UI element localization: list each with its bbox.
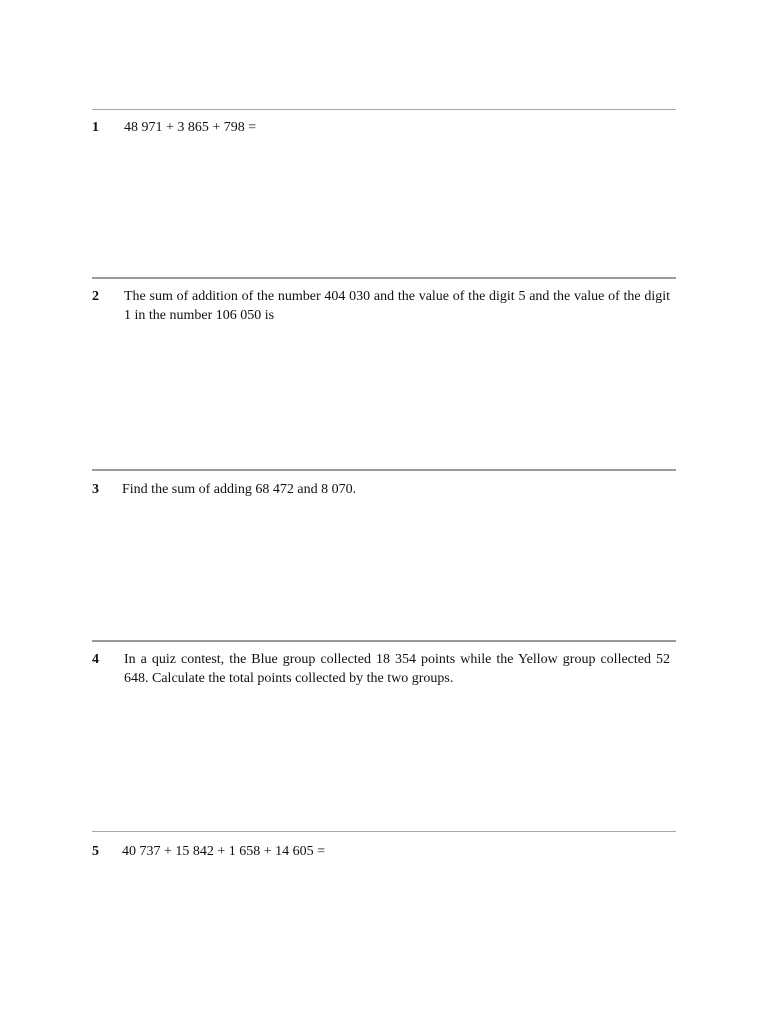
question-4-number: 4	[92, 652, 99, 667]
question-3-divider	[92, 469, 676, 471]
question-4-text: In a quiz contest, the Blue group collected 18 354 points while the Yellow group collected 52 648. Calculate the total points collected by the two groups.	[124, 652, 670, 686]
question-1-divider	[92, 109, 676, 110]
question-1-text: 48 971 + 3 865 + 798 =	[124, 120, 257, 135]
question-5-text: 40 737 + 15 842 + 1 658 + 14 605 =	[122, 844, 326, 859]
question-3-text: Find the sum of adding 68 472 and 8 070.	[122, 482, 357, 497]
question-2-text: The sum of addition of the number 404 030 and the value of the digit 5 and the value of the digit 1 in the number 106 050 is	[124, 289, 670, 323]
question-5-number: 5	[92, 844, 99, 859]
question-2-number: 2	[92, 289, 99, 304]
question-3-number: 3	[92, 482, 99, 497]
question-5-divider	[92, 831, 676, 832]
question-2-divider	[92, 277, 676, 279]
question-4-divider	[92, 640, 676, 642]
question-1-number: 1	[92, 120, 99, 135]
